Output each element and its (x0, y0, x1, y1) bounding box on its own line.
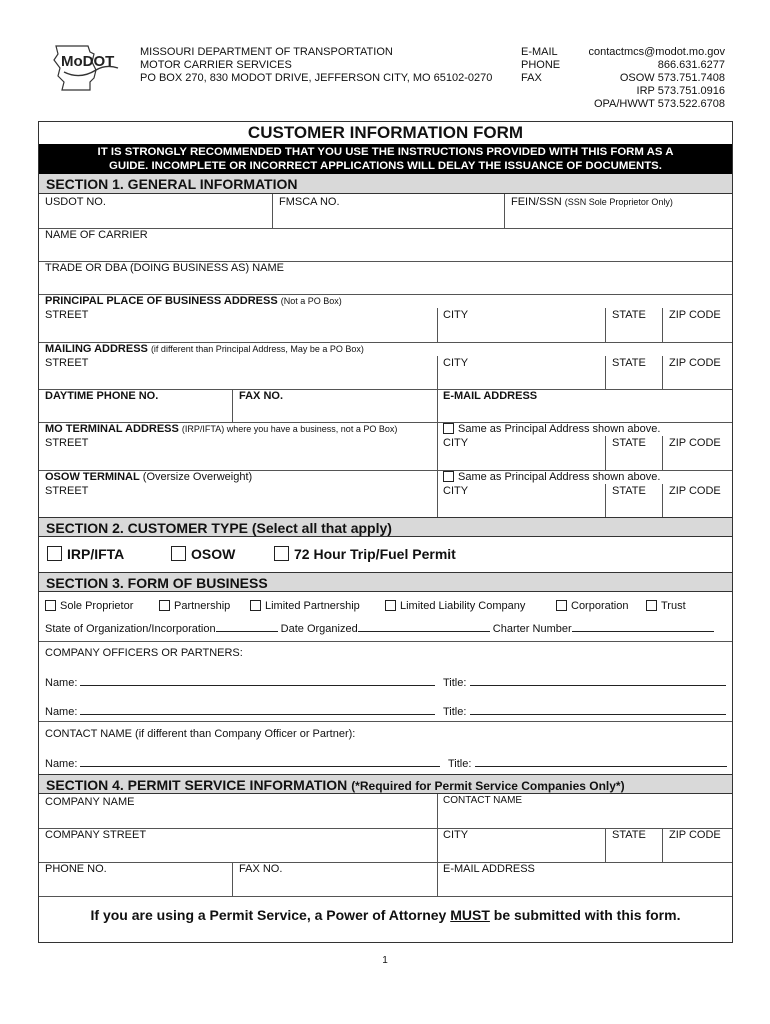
divider (437, 422, 438, 470)
mo-zip-label: ZIP CODE (669, 437, 721, 449)
officer-title-label: Title: (443, 677, 467, 689)
page-number: 1 (382, 955, 388, 966)
usdot-label: USDOT NO. (45, 196, 106, 208)
mailing-note: (if different than Principal Address, May be a PO Box) (150, 344, 364, 354)
ps-city-label: CITY (443, 829, 469, 841)
charter-number-line[interactable] (572, 622, 714, 632)
mo-street-label: STREET (45, 437, 89, 449)
trip-fuel-permit-checkbox[interactable] (274, 546, 289, 561)
officer-2-title-line[interactable] (470, 705, 726, 715)
divider (437, 308, 438, 342)
officer-2-name-line[interactable] (80, 705, 435, 715)
divider (272, 194, 273, 228)
llc-option[interactable] (385, 600, 525, 613)
divider (504, 194, 505, 228)
divider (605, 308, 606, 342)
date-organized-line[interactable] (358, 622, 490, 632)
section-4-title: SECTION 4. PERMIT SERVICE INFORMATION (46, 777, 348, 793)
irp-ifta-option[interactable] (47, 545, 124, 563)
divider (662, 828, 663, 862)
osow-option[interactable] (171, 545, 235, 563)
state-of-org-label: State of Organization/Incorporation (45, 623, 216, 635)
corporation-checkbox[interactable] (556, 600, 567, 611)
contact-name-row (45, 757, 440, 771)
divider (39, 862, 732, 863)
mo-terminal-title: MO TERMINAL ADDRESS (45, 423, 179, 435)
principal-state-label: STATE (612, 309, 646, 321)
dept-line-1: MISSOURI DEPARTMENT OF TRANSPORTATION (140, 46, 393, 58)
osow-terminal-note: (Oversize Overweight) (142, 471, 253, 483)
email-address-label: E-MAIL ADDRESS (443, 390, 538, 402)
department-address (140, 46, 492, 85)
llc-checkbox[interactable] (385, 600, 396, 611)
divider (437, 356, 438, 389)
modot-logo (50, 42, 130, 94)
trip-fuel-permit-text: 72 Hour Trip/Fuel Permit (294, 546, 456, 562)
officer-2-title-row (443, 705, 726, 719)
divider (662, 436, 663, 470)
section-4-note: (*Required for Permit Service Companies Only*) (351, 779, 625, 793)
divider (39, 896, 732, 897)
officer-1-title-line[interactable] (470, 676, 726, 686)
officer-1-row (45, 676, 435, 690)
fein-label (511, 196, 673, 209)
corporation-text: Corporation (571, 600, 629, 612)
mo-terminal-label (45, 423, 397, 436)
note-after: be submitted with this form. (489, 907, 681, 923)
sole-proprietor-option[interactable] (45, 600, 133, 613)
ps-company-street-label: COMPANY STREET (45, 829, 147, 841)
fein-text: FEIN/SSN (511, 196, 562, 208)
ps-fax-label: FAX NO. (239, 863, 283, 875)
contact-name-line[interactable] (80, 757, 440, 767)
divider (232, 389, 233, 422)
ps-state-label: STATE (612, 829, 646, 841)
opa-fax-value: OPA/HWWT 573.522.6708 (593, 98, 725, 110)
note-before: If you are using a Permit Service, a Power of Attorney (90, 907, 451, 923)
mo-city-label: CITY (443, 437, 469, 449)
mo-same-as-option[interactable] (443, 423, 660, 436)
contact-title-line[interactable] (475, 757, 727, 767)
date-organized-label: Date Organized (280, 623, 358, 635)
divider (39, 721, 732, 722)
officer-2-row (45, 705, 435, 719)
osow-same-as-option[interactable] (443, 471, 660, 484)
divider (662, 308, 663, 342)
officer-1-title-row (443, 676, 726, 690)
divider (662, 484, 663, 517)
mailing-city-label: CITY (443, 357, 469, 369)
phone-label: PHONE (521, 59, 561, 71)
mailing-zip-label: ZIP CODE (669, 357, 721, 369)
divider (437, 828, 438, 862)
mo-same-as-checkbox[interactable] (443, 423, 454, 434)
divider (437, 794, 438, 828)
divider (39, 641, 732, 642)
partnership-checkbox[interactable] (159, 600, 170, 611)
section-3-header: SECTION 3. FORM OF BUSINESS (39, 572, 732, 592)
contact-name-field-label: Name: (45, 758, 78, 770)
officers-label: COMPANY OFFICERS OR PARTNERS: (45, 647, 243, 659)
osow-city-label: CITY (443, 485, 469, 497)
carrier-name-label: NAME OF CARRIER (45, 229, 148, 241)
contact-title-label: Title: (448, 758, 472, 770)
mailing-state-label: STATE (612, 357, 646, 369)
sole-proprietor-text: Sole Proprietor (60, 600, 134, 612)
partnership-option[interactable] (159, 600, 230, 613)
divider (437, 862, 438, 896)
osow-same-as-text: Same as Principal Address shown above. (458, 471, 661, 483)
osow-zip-label: ZIP CODE (669, 485, 721, 497)
officer-1-name-line[interactable] (80, 676, 435, 686)
officer-name-label: Name: (45, 706, 78, 718)
contact-values (589, 46, 726, 111)
mo-same-as-text: Same as Principal Address shown above. (458, 423, 661, 435)
trip-fuel-permit-option[interactable] (274, 545, 456, 563)
organization-row (45, 622, 714, 636)
divider (605, 484, 606, 517)
section-2-header: SECTION 2. CUSTOMER TYPE (Select all that apply) (39, 517, 732, 537)
officer-title-label: Title: (443, 706, 467, 718)
charter-number-label: Charter Number (492, 623, 572, 635)
state-of-org-line[interactable] (216, 622, 278, 632)
corporation-option[interactable] (556, 600, 628, 613)
principal-street-label: STREET (45, 309, 89, 321)
ps-email-label: E-MAIL ADDRESS (443, 863, 535, 875)
osow-text: OSOW (191, 546, 236, 562)
ps-company-name-label: COMPANY NAME (45, 796, 135, 808)
principal-note: (Not a PO Box) (280, 296, 342, 306)
divider (605, 356, 606, 389)
ps-zip-label: ZIP CODE (669, 829, 721, 841)
trust-checkbox[interactable] (646, 600, 657, 611)
mo-terminal-note: (IRP/IFTA) where you have a business, not a PO Box) (181, 424, 398, 434)
section-4-header (39, 774, 732, 794)
logo-text: MoDOT (61, 53, 115, 70)
banner-line-2: GUIDE. INCOMPLETE OR INCORRECT APPLICATIONS WILL DELAY THE ISSUANCE OF DOCUMENTS. (109, 160, 662, 172)
ps-phone-label: PHONE NO. (45, 863, 107, 875)
trade-dba-label: TRADE OR DBA (DOING BUSINESS AS) NAME (45, 262, 284, 274)
principal-title: PRINCIPAL PLACE OF BUSINESS ADDRESS (45, 295, 278, 307)
ps-contact-name-label: CONTACT NAME (443, 795, 523, 806)
divider (662, 356, 663, 389)
instruction-banner (39, 144, 732, 174)
irp-fax-value: IRP 573.751.0916 (636, 85, 725, 97)
limited-partnership-text: Limited Partnership (265, 600, 360, 612)
mailing-street-label: STREET (45, 357, 89, 369)
email-value[interactable]: contactmcs@modot.mo.gov (588, 46, 725, 58)
partnership-text: Partnership (174, 600, 231, 612)
osow-terminal-label (45, 471, 252, 484)
phone-value: 866.631.6277 (657, 59, 725, 71)
fax-label: FAX (521, 72, 542, 84)
contact-labels (521, 46, 560, 85)
limited-partnership-checkbox[interactable] (250, 600, 261, 611)
osow-street-label: STREET (45, 485, 89, 497)
contact-title-row (448, 757, 727, 771)
dept-line-2: MOTOR CARRIER SERVICES (140, 59, 292, 71)
principal-zip-label: ZIP CODE (669, 309, 721, 321)
mo-state-label: STATE (612, 437, 646, 449)
email-label: E-MAIL (521, 46, 558, 58)
irp-ifta-checkbox[interactable] (47, 546, 62, 561)
fmsca-label: FMSCA NO. (279, 196, 340, 208)
divider (605, 828, 606, 862)
officer-name-label: Name: (45, 677, 78, 689)
form-title: CUSTOMER INFORMATION FORM (247, 123, 524, 142)
osow-terminal-title: OSOW TERMINAL (45, 471, 140, 483)
daytime-phone-label: DAYTIME PHONE NO. (45, 390, 159, 402)
contact-name-label: CONTACT NAME (if different than Company Officer or Partner): (45, 728, 356, 740)
divider (232, 862, 233, 896)
sole-proprietor-checkbox[interactable] (45, 600, 56, 611)
customer-information-form (38, 121, 733, 943)
trust-option[interactable] (646, 600, 686, 613)
osow-same-as-checkbox[interactable] (443, 471, 454, 482)
dept-line-3: PO BOX 270, 830 MODOT DRIVE, JEFFERSON CITY, MO 65102-0270 (140, 72, 493, 84)
fein-note: (SSN Sole Proprietor Only) (564, 197, 673, 207)
mailing-title: MAILING ADDRESS (45, 343, 148, 355)
trust-text: Trust (661, 600, 686, 612)
letterhead (0, 42, 770, 117)
section-1-header: SECTION 1. GENERAL INFORMATION (39, 174, 732, 194)
power-of-attorney-note (39, 906, 732, 924)
osow-fax-value: OSOW 573.751.7408 (619, 72, 725, 84)
principal-address-label (45, 295, 342, 308)
fax-label: FAX NO. (239, 390, 284, 402)
irp-ifta-text: IRP/IFTA (67, 546, 125, 562)
divider (605, 436, 606, 470)
mailing-address-label (45, 343, 364, 356)
note-must: MUST (450, 907, 490, 923)
divider (437, 389, 438, 422)
osow-checkbox[interactable] (171, 546, 186, 561)
limited-partnership-option[interactable] (250, 600, 360, 613)
banner-line-1: IT IS STRONGLY RECOMMENDED THAT YOU USE THE INSTRUCTIONS PROVIDED WITH THIS FORM AS A (97, 146, 674, 158)
divider (437, 470, 438, 517)
osow-state-label: STATE (612, 485, 646, 497)
llc-text: Limited Liability Company (400, 600, 526, 612)
principal-city-label: CITY (443, 309, 469, 321)
